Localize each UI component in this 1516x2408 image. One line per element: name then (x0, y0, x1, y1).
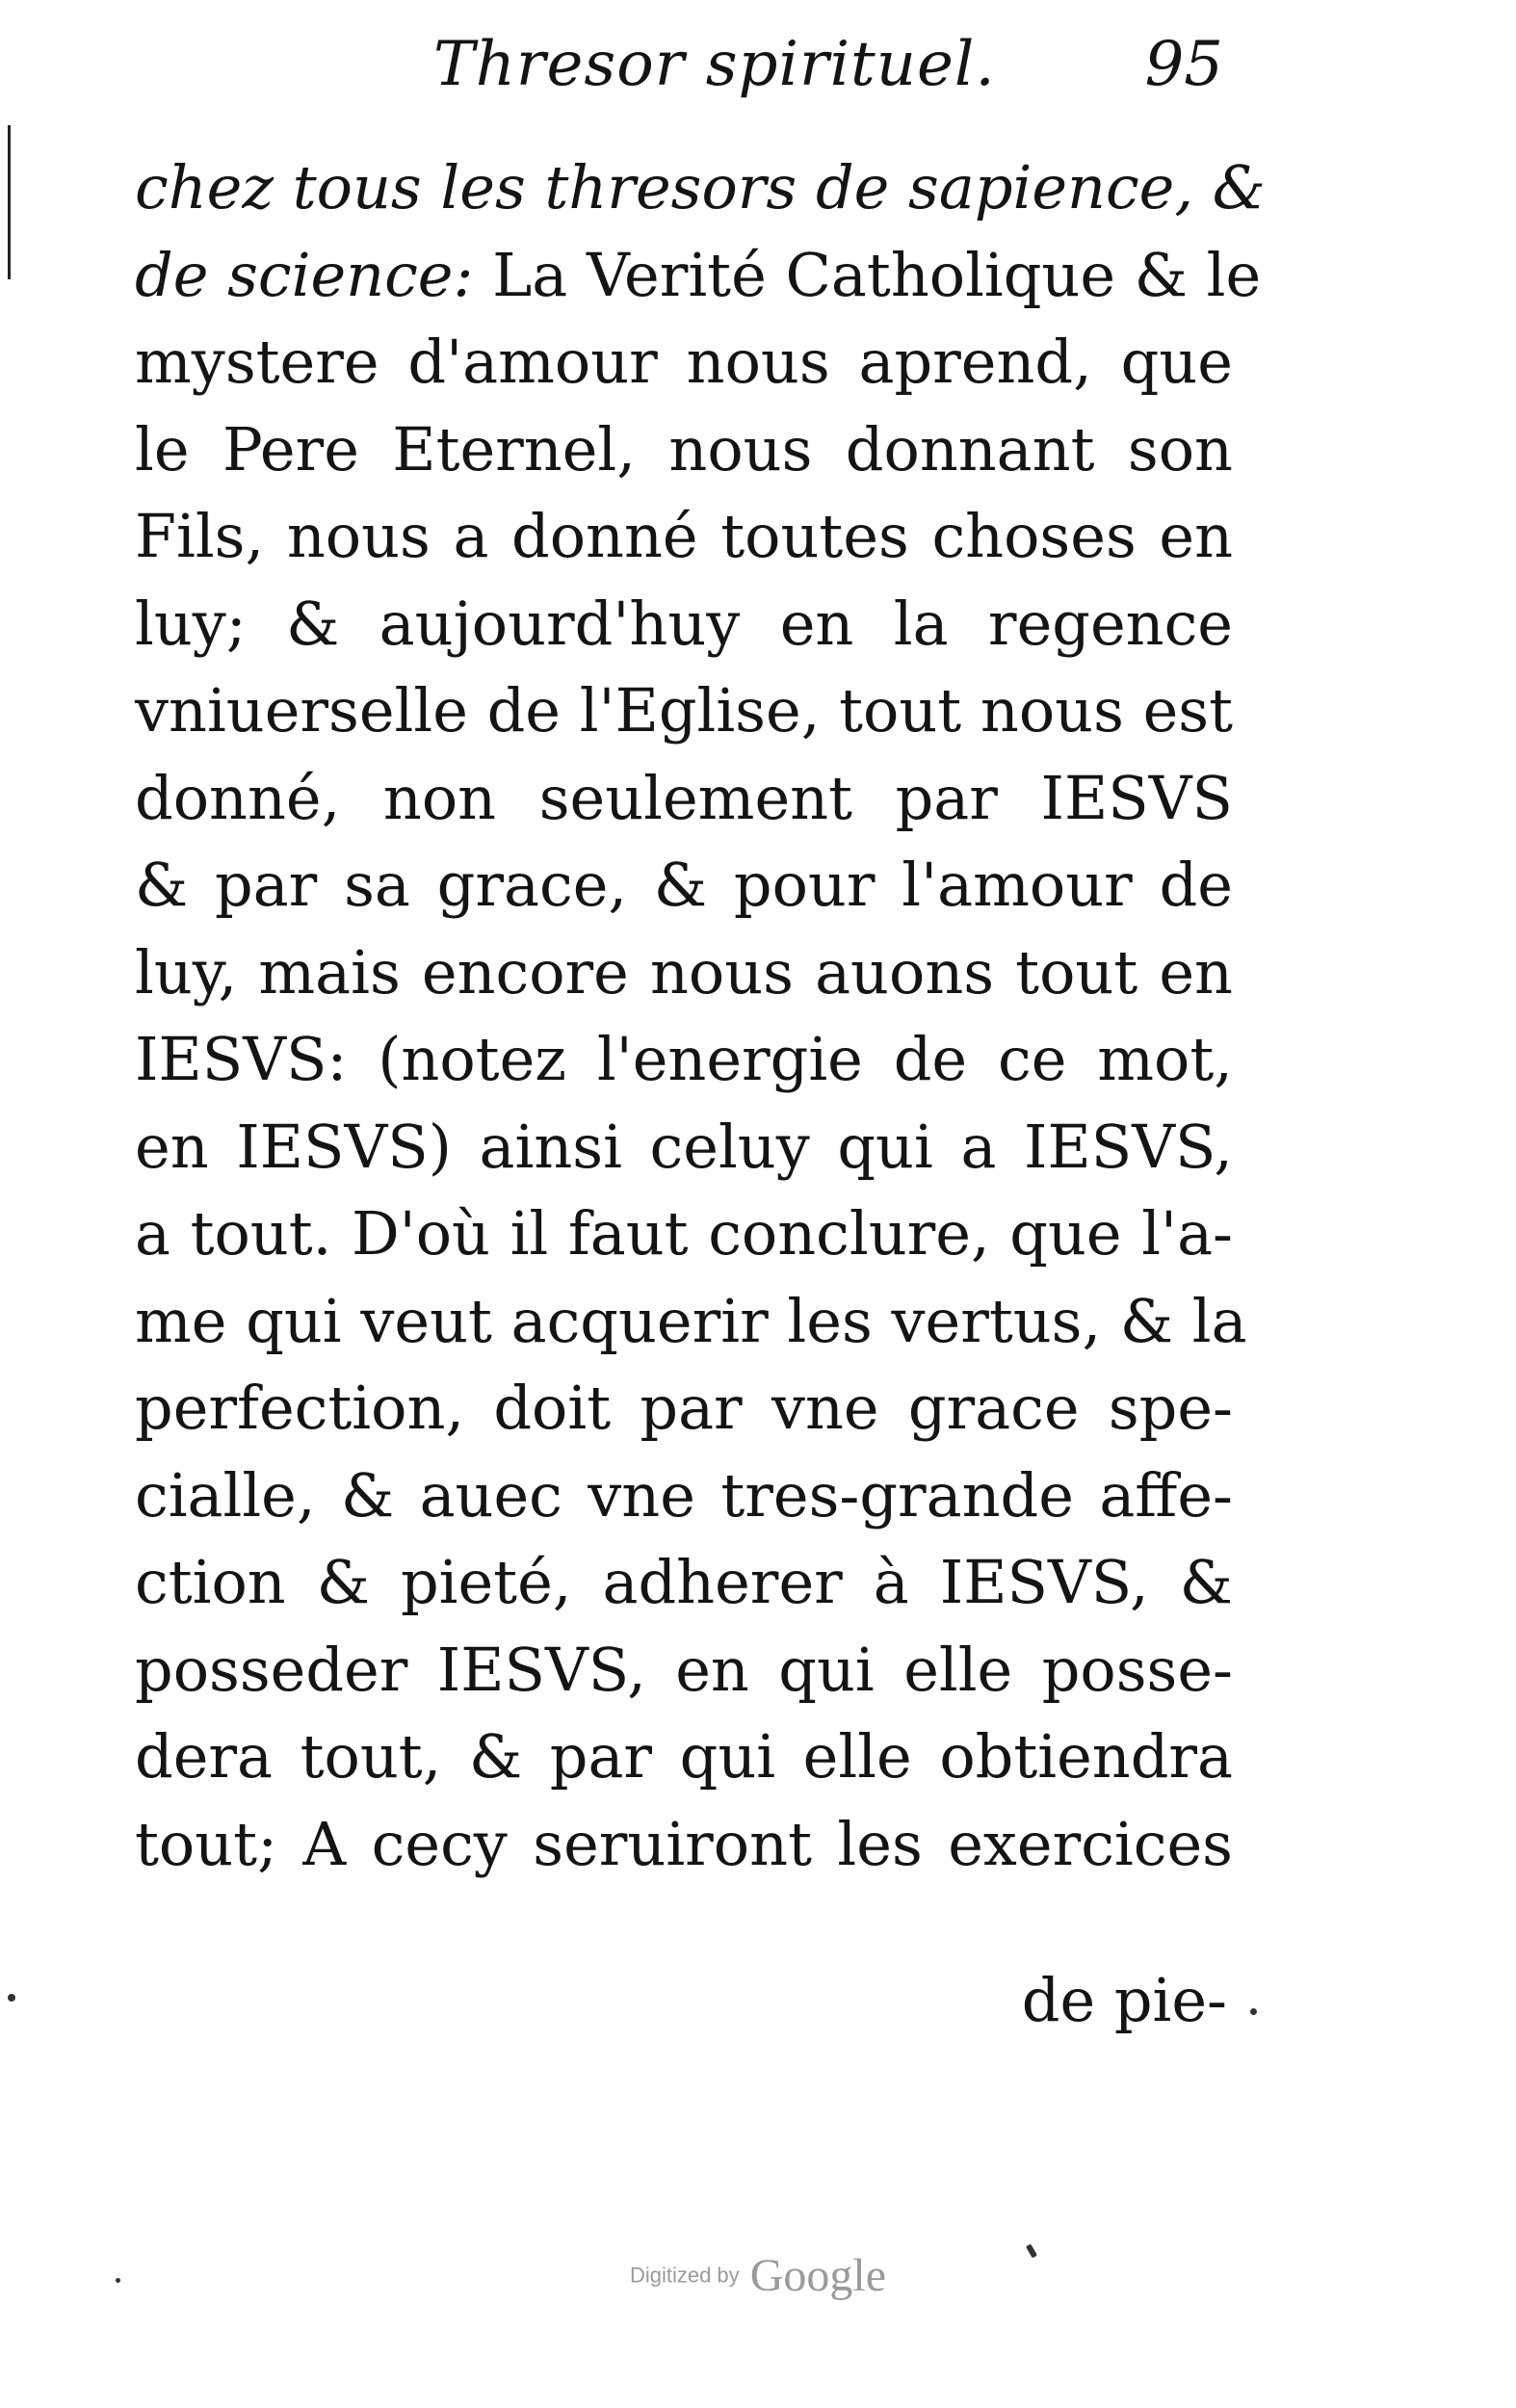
text-line-2 (135, 232, 1262, 320)
text-line-16: cialle, & auec vne tres-grande affe- (135, 1459, 1233, 1531)
text-line-2-rest: La Verité Catholique & le (473, 239, 1262, 310)
text-line-10: luy, mais encore nous auons tout en (135, 936, 1233, 1008)
text-line-11: IESVS: (notez l'energie de ce mot, (135, 1024, 1233, 1094)
text-line-3: mystere d'amour nous aprend, que (135, 327, 1233, 397)
text-line-12: en IESVS) ainsi celuy qui a IESVS, (135, 1111, 1233, 1182)
italic-quote: chez tous les thresors de sapience, & (135, 152, 1266, 222)
ink-speck (8, 1994, 15, 2002)
text-line-9: & par sa grace, & pour l'amour de (135, 850, 1233, 920)
running-title: Thresor spirituel. (433, 29, 996, 100)
text-line-15: perfection, doit par vne grace spe- (135, 1373, 1233, 1443)
google-wordmark: Google (749, 2250, 887, 2301)
text-line-17: ction & pieté, adherer à IESVS, & (135, 1547, 1233, 1617)
ink-speck (1250, 2008, 1257, 2015)
text-line-18: posseder IESVS, en qui elle posse- (135, 1634, 1233, 1705)
italic-quote-end: de science: (135, 239, 474, 310)
text-line-1 (135, 144, 1266, 232)
digitization-watermark (0, 2249, 1516, 2302)
binding-edge (8, 125, 11, 279)
digitized-by-label: Digitized by (629, 2263, 740, 2288)
body-text (135, 144, 1266, 1888)
text-line-8: donné, non seulement par IESVS (135, 762, 1233, 833)
text-line-20: tout; A cecy seruiront les exercices (135, 1808, 1233, 1879)
text-line-6: luy; & aujourd'huy en la regence (135, 588, 1233, 659)
catchword: de pie- (1021, 1965, 1227, 2035)
page-number: 95 (1144, 29, 1223, 100)
text-line-4: le Pere Eternel, nous donnant son (135, 413, 1233, 484)
text-line-5: Fils, nous a donné toutes choses en (135, 501, 1233, 571)
page-header (414, 29, 1242, 116)
text-line-19: dera tout, & par qui elle obtiendra (135, 1721, 1233, 1792)
text-line-13: a tout. D'où il faut conclure, que l'a- (135, 1198, 1233, 1269)
text-line-7: vniuerselle de l'Eglise, tout nous est (135, 675, 1234, 746)
text-line-14: me qui veut acquerir les vertus, & la (135, 1285, 1247, 1356)
